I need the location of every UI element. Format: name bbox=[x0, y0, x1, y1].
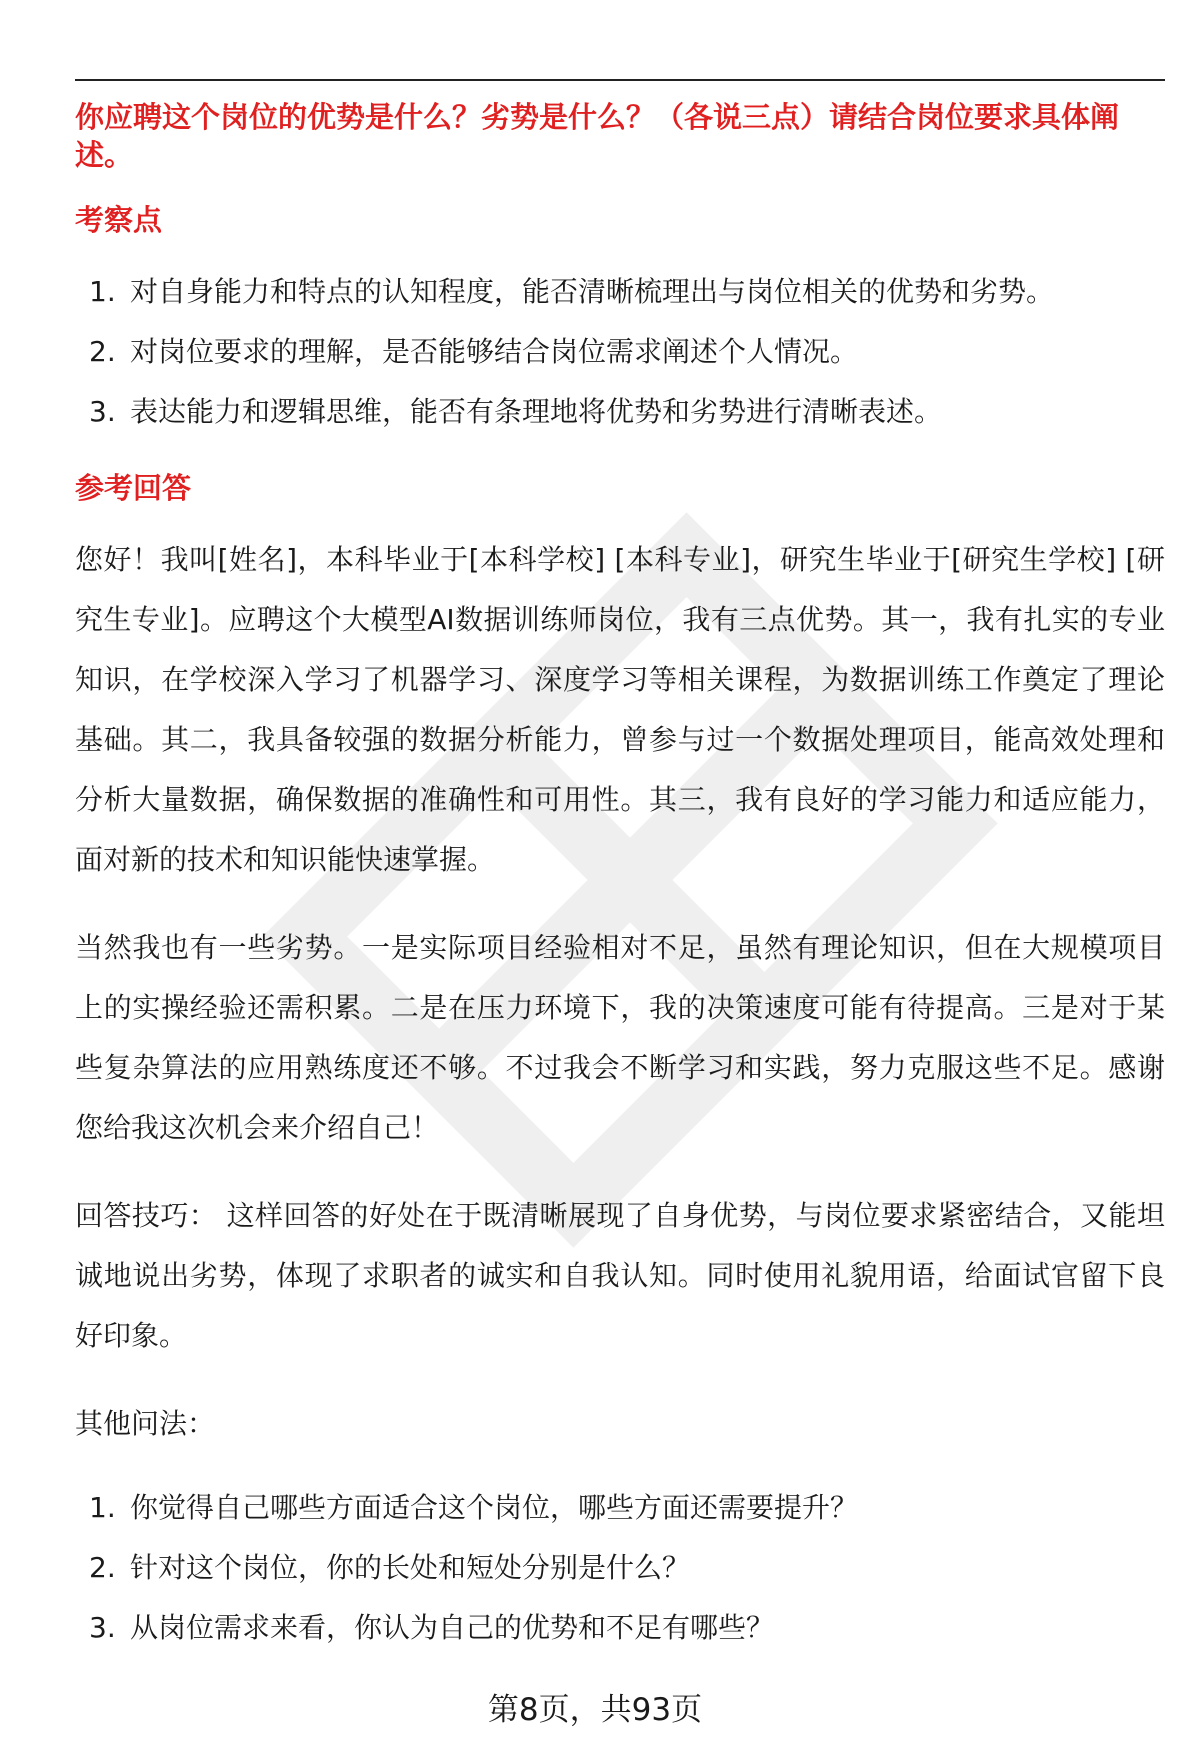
list-item-text: 你觉得自己哪些方面适合这个岗位，哪些方面还需要提升？ bbox=[130, 1491, 859, 1524]
question-heading: 你应聘这个岗位的优势是什么？劣势是什么？（各说三点）请结合岗位要求具体阐述。 bbox=[75, 100, 1120, 172]
section-title-exam-points: 考察点 bbox=[75, 203, 163, 237]
list-item-number: 1. bbox=[89, 275, 116, 308]
list-item-number: 3. bbox=[89, 395, 116, 428]
list-item bbox=[75, 1538, 1165, 1598]
list-item bbox=[75, 382, 1165, 442]
list-item-number: 2. bbox=[89, 1551, 116, 1584]
list-item-text: 对岗位要求的理解，是否能够结合岗位需求阐述个人情况。 bbox=[130, 335, 859, 368]
list-item-text: 从岗位需求来看，你认为自己的优势和不足有哪些？ bbox=[130, 1611, 775, 1644]
list-item bbox=[75, 322, 1165, 382]
list-item bbox=[75, 262, 1165, 322]
list-item-number: 1. bbox=[89, 1491, 116, 1524]
list-item-text: 针对这个岗位，你的长处和短处分别是什么？ bbox=[130, 1551, 691, 1584]
document-body bbox=[75, 98, 1165, 1684]
top-rule bbox=[75, 79, 1165, 81]
list-item-number: 3. bbox=[89, 1611, 116, 1644]
list-item bbox=[75, 1478, 1165, 1538]
other-questions-list bbox=[75, 1478, 1165, 1658]
list-item-text: 对自身能力和特点的认知程度，能否清晰梳理出与岗位相关的优势和劣势。 bbox=[130, 275, 1055, 308]
other-questions-label: 其他问法： bbox=[75, 1407, 216, 1440]
exam-points-list bbox=[75, 262, 1165, 442]
section-title-reference-answer: 参考回答 bbox=[75, 471, 192, 505]
list-item bbox=[75, 1598, 1165, 1658]
list-item-number: 2. bbox=[89, 335, 116, 368]
list-item-text: 表达能力和逻辑思维，能否有条理地将优势和劣势进行清晰表述。 bbox=[130, 395, 943, 428]
answer-paragraph-weaknesses: 当然我也有一些劣势。一是实际项目经验相对不足，虽然有理论知识，但在大规模项目上的实操经验还需积累。二是在压力环境下，我的决策速度可能有待提高。三是对于某些复杂算法的应用熟练度还不够。不过我会不断学习和实践，努力克服这些不足。感谢您给我这次机会来介绍自己！ bbox=[75, 931, 1165, 1144]
answer-paragraph-strengths: 您好！我叫[姓名]，本科毕业于[本科学校] [本科专业]，研究生毕业于[研究生学校] [研究生专业]。应聘这个大模型AI数据训练师岗位，我有三点优势。其一，我有扎实的专业知识，在学校深入学习了机器学习、深度学习等相关课程，为数据训练工作奠定了理论基础。其二，我具备较强的数据分析能力，曾参与过一个数据处理项目，能高效处理和分析大量数据，确保数据的准确性和可用性。其三，我有良好的学习能力和适应能力，面对新的技术和知识能快速掌握。 bbox=[75, 543, 1165, 876]
page-number: 第8页，共93页 bbox=[487, 1692, 703, 1728]
answer-paragraph-tips: 回答技巧： 这样回答的好处在于既清晰展现了自身优势，与岗位要求紧密结合，又能坦诚地说出劣势，体现了求职者的诚实和自我认知。同时使用礼貌用语，给面试官留下良好印象。 bbox=[75, 1199, 1165, 1352]
